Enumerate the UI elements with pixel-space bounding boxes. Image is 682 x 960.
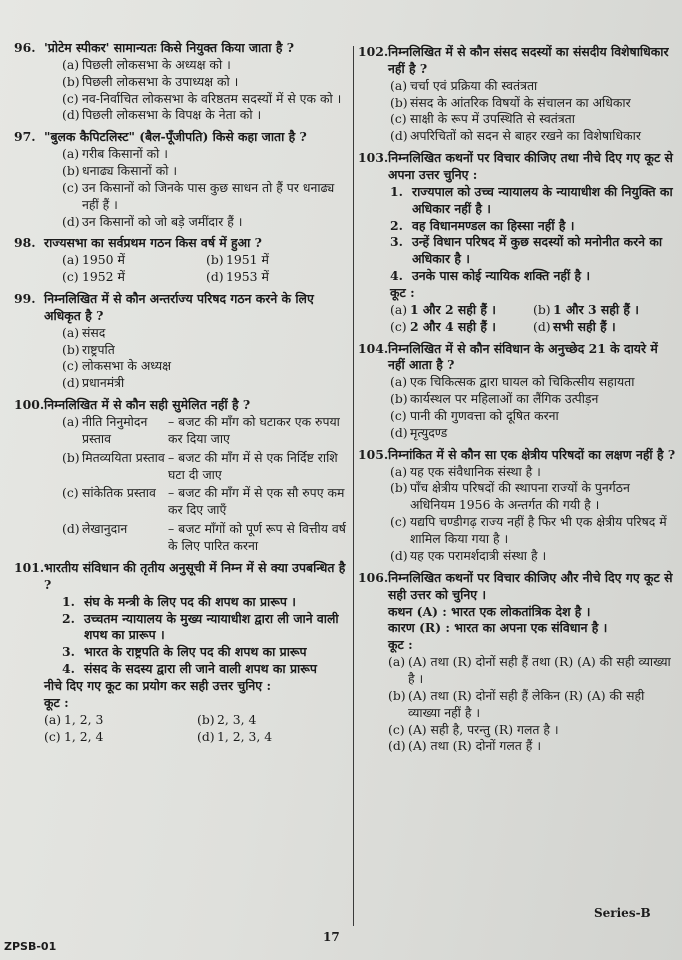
option [206, 252, 350, 269]
option-label: (d) [390, 424, 408, 440]
option-label: (d) [62, 107, 80, 123]
option-text: संसद के आंतरिक विषयों के संचालन का अधिकार [410, 94, 631, 110]
option-label: (a) [44, 711, 62, 727]
option-text: सभी सही हैं । [553, 318, 616, 334]
question-number: 103. [358, 150, 389, 166]
option-text: 1951 में [226, 252, 269, 268]
option-text: यह एक परामर्शदात्री संस्था है । [410, 547, 547, 563]
option-label: (a) [390, 374, 408, 390]
option-label: (d) [62, 213, 80, 229]
option-text: (A) तथा (R) दोनों सही हैं लेकिन (R) (A) की सही व्याख्या नहीं है । [408, 687, 645, 720]
option [533, 319, 676, 336]
option-text: 1 और 2 सही हैं । [410, 301, 496, 317]
pair-term: सांकेतिक प्रस्ताव [82, 485, 156, 501]
option [533, 302, 676, 319]
question-text: 'प्रोटेम स्पीकर' सामान्यतः किसे नियुक्त किया जाता है ? [44, 40, 294, 55]
question-number: 105. [358, 446, 389, 462]
statement [62, 611, 350, 645]
option [390, 78, 676, 95]
question-number: 98. [14, 235, 36, 251]
option [206, 269, 350, 286]
question-102 [358, 44, 676, 145]
option-label: (c) [390, 111, 407, 127]
match-pair [62, 521, 350, 555]
option-label: (a) [388, 654, 406, 670]
option [388, 722, 676, 739]
option-label: (d) [62, 521, 80, 537]
statement-text: वह विधानमण्डल का हिस्सा नहीं है । [412, 217, 575, 233]
option [62, 342, 350, 359]
pair-description: – बजट की माँग को घटाकर एक रुपया कर दिया जाए [168, 414, 340, 446]
option-label: (b) [62, 341, 80, 357]
option [390, 548, 676, 565]
option-label: (a) [390, 301, 408, 317]
option-text: अपरिचितों को सदन से बाहर रखने का विशेषाधिकार [410, 128, 641, 144]
option-text: प्रधानमंत्री [82, 375, 125, 391]
option-text: (A) तथा (R) दोनों गलत हैं । [408, 738, 542, 754]
option-text: कार्यस्थल पर महिलाओं का लैंगिक उत्पीड़न [410, 391, 599, 407]
statement-number: 4. [390, 268, 403, 284]
option-text: 1950 में [82, 252, 125, 268]
option-label: (d) [533, 318, 551, 334]
option [62, 146, 350, 163]
option [62, 180, 350, 214]
option-label: (b) [390, 94, 408, 110]
option-text: नव-निर्वाचित लोकसभा के वरिष्ठतम सदस्यों में से एक को । [82, 90, 342, 106]
option [62, 57, 350, 74]
statement [62, 644, 350, 661]
column-divider [353, 46, 354, 926]
option-text: 1, 2, 3 [64, 711, 104, 727]
right-column [358, 44, 676, 760]
question-99 [14, 291, 350, 392]
option [62, 252, 206, 269]
statement [390, 218, 676, 235]
option-text: पिछली लोकसभा के उपाध्यक्ष को । [82, 73, 239, 89]
statement-number: 2. [62, 610, 75, 626]
option-label: (b) [390, 391, 408, 407]
option-label: (c) [390, 318, 407, 334]
statement-text: उच्चतम न्यायालय के मुख्य न्यायाधीश द्वारा ली जाने वाली शपथ का प्रारूप । [84, 610, 339, 643]
option-label: (a) [62, 414, 80, 430]
question-text: "बुलक कैपिटलिस्ट" (बैल-पूँजीपति) किसे कहा जाता है ? [44, 129, 307, 145]
koot-label: कूट : [44, 694, 69, 710]
option-text: लोकसभा के अध्यक्ष [82, 358, 172, 374]
option-text: गरीब किसानों को । [82, 146, 168, 162]
option-label: (a) [62, 324, 80, 340]
pair-term: लेखानुदान [82, 521, 128, 537]
option-text: एक चिकित्सक द्वारा घायल को चिकित्सीय सहायता [410, 374, 635, 390]
koot-label: कूट : [390, 285, 415, 301]
statement [62, 661, 350, 678]
question-text: निम्नांकित में से कौन सा एक क्षेत्रीय परिषदों का लक्षण नहीं है ? [388, 446, 676, 462]
option-label: (d) [390, 547, 408, 563]
option-text: 1952 में [82, 269, 125, 285]
option [62, 91, 350, 108]
question-text: निम्नलिखित में से कौन संविधान के अनुच्छेद 21 के दायरे में नहीं आता है ? [388, 340, 658, 373]
reason: कारण (R) : भारत का अपना एक संविधान है । [388, 620, 608, 636]
statement [390, 268, 676, 285]
pair-term: मितव्ययिता प्रस्ताव [82, 449, 165, 465]
koot-label: कूट : [388, 637, 413, 653]
option-text: 1953 में [226, 269, 269, 285]
option-label: (d) [388, 738, 406, 754]
option-text: यह एक संवैधानिक संस्था है । [410, 463, 541, 479]
question-text: निम्नलिखित में से कौन अन्तर्राज्य परिषद गठन करने के लिए अधिकृत है ? [44, 291, 314, 323]
option [390, 425, 676, 442]
option [62, 163, 350, 180]
question-text: निम्नलिखित में से कौन संसद सदस्यों का संसदीय विशेषाधिकार नहीं है ? [388, 44, 669, 76]
option [62, 74, 350, 91]
pair-description: – बजट की माँग में से एक निर्दिष्ट राशि घटा दी जाए [168, 449, 338, 482]
option-text: यद्यपि चण्डीगढ़ राज्य नहीं है फिर भी एक क्षेत्रीय परिषद में शामिल किया गया है । [410, 514, 667, 547]
match-pair [62, 485, 350, 519]
series-label: Series-B [594, 906, 651, 920]
option [390, 95, 676, 112]
question-98 [14, 235, 350, 286]
option-label: (b) [62, 449, 80, 465]
statement [390, 184, 676, 218]
option-label: (c) [62, 485, 79, 501]
question-100 [14, 397, 350, 555]
statement [62, 594, 350, 611]
question-text: निम्नलिखित कथनों पर विचार कीजिए तथा नीचे दिए गए कूट से अपना उत्तर चुनिए : [388, 150, 673, 183]
option-text: राष्ट्रपति [82, 341, 115, 357]
statement-text: उनके पास कोई न्यायिक शक्ति नहीं है । [412, 268, 591, 284]
statement-number: 3. [390, 234, 403, 250]
option-label: (b) [533, 301, 551, 317]
pair-term: नीति निनुमोदन प्रस्ताव [82, 414, 148, 446]
question-number: 101. [14, 559, 45, 575]
option-label: (b) [388, 687, 406, 703]
option-text: साक्षी के रूप में उपस्थिति से स्वतंत्रता [410, 111, 575, 127]
question-number: 97. [14, 129, 36, 145]
pair-description: – बजट माँगों को पूर्ण रूप से वित्तीय वर्ष के लिए पारित करना [168, 521, 346, 554]
option-text: पाँच क्षेत्रीय परिषदों की स्थापना राज्यों के पुनर्गठन अधिनियम 1956 के अन्तर्गत की गयी है । [410, 480, 630, 513]
option-label: (a) [390, 463, 408, 479]
option-label: (d) [390, 128, 408, 144]
question-104 [358, 341, 676, 442]
option [390, 514, 676, 548]
option-label: (a) [62, 146, 80, 162]
option [390, 111, 676, 128]
option-label: (a) [390, 77, 408, 93]
pair-description: – बजट की माँग में से एक सौ रुपए कम कर दिए जाएँ [168, 485, 345, 518]
question-number: 100. [14, 397, 45, 413]
option [44, 729, 197, 746]
option-label: (a) [62, 252, 80, 268]
option-label: (c) [390, 514, 407, 530]
question-106 [358, 570, 676, 755]
option [44, 712, 197, 729]
option-text: (A) सही है, परन्तु (R) गलत है । [408, 721, 559, 737]
question-103 [358, 150, 676, 335]
question-number: 106. [358, 569, 389, 585]
question-number: 104. [358, 340, 389, 356]
option-text: 1, 2, 3, 4 [217, 728, 273, 744]
option [388, 654, 676, 688]
option-label: (d) [197, 728, 215, 744]
assertion: कथन (A) : भारत एक लोकतांत्रिक देश है । [388, 603, 591, 619]
option-label: (b) [390, 480, 408, 496]
page-number: 17 [323, 930, 340, 944]
option [390, 480, 676, 514]
statement-text: संघ के मन्त्री के लिए पद की शपथ का प्रारूप । [84, 593, 296, 609]
option-label: (c) [62, 358, 79, 374]
statement-number: 1. [390, 183, 403, 199]
option [390, 391, 676, 408]
option-text: पानी की गुणवत्ता को दूषित करना [410, 408, 559, 424]
option-label: (a) [62, 56, 80, 72]
option-text: 1 और 3 सही हैं । [553, 301, 639, 317]
question-text: निम्नलिखित कथनों पर विचार कीजिए और नीचे दिए गए कूट से सही उत्तर को चुनिए । [388, 569, 673, 602]
statement-text: उन्हें विधान परिषद में कुछ सदस्यों को मनोनीत करने का अधिकार है । [412, 234, 663, 267]
statement-number: 4. [62, 661, 75, 677]
match-pair [62, 450, 350, 484]
option [62, 375, 350, 392]
option-label: (b) [197, 711, 215, 727]
option-text: उन किसानों को जिनके पास कुछ साधन तो हैं पर धनाढ्य नहीं हैं । [82, 179, 335, 212]
question-96 [14, 40, 350, 124]
option-label: (b) [62, 73, 80, 89]
option-label: (c) [62, 269, 79, 285]
option-label: (d) [62, 375, 80, 391]
question-97 [14, 129, 350, 230]
question-105 [358, 447, 676, 565]
option-label: (c) [44, 728, 61, 744]
option-text: धनाढ्य किसानों को । [82, 163, 178, 179]
option-text: संसद [82, 324, 106, 340]
option-text: 2, 3, 4 [217, 711, 257, 727]
option-text: (A) तथा (R) दोनों सही हैं तथा (R) (A) की सही व्याख्या है । [408, 654, 671, 686]
match-pair [62, 414, 350, 448]
option-text: मृत्युदण्ड [410, 424, 448, 440]
statement-text: संसद के सदस्य द्वारा ली जाने वाली शपथ का प्रारूप [84, 661, 317, 677]
option [390, 374, 676, 391]
question-text: निम्नलिखित में से कौन सही सुमेलित नहीं है ? [44, 397, 251, 413]
option-label: (c) [62, 179, 79, 195]
question-text: राज्यसभा का सर्वप्रथम गठन किस वर्ष में हुआ ? [44, 235, 262, 251]
question-101 [14, 560, 350, 745]
option [390, 128, 676, 145]
option [390, 302, 533, 319]
question-number: 99. [14, 291, 36, 307]
option [197, 729, 350, 746]
left-column [14, 40, 350, 750]
option [62, 269, 206, 286]
option-text: चर्चा एवं प्रक्रिया की स्वतंत्रता [410, 77, 538, 93]
question-text: भारतीय संविधान की तृतीय अनुसूची में निम्न में से क्या उपबन्धित है ? [44, 559, 346, 592]
option-label: (c) [388, 721, 405, 737]
statement-number: 2. [390, 217, 403, 233]
statement-number: 1. [62, 593, 75, 609]
option-text: उन किसानों को जो बड़े जमींदार हैं । [82, 213, 243, 229]
statement-number: 3. [62, 644, 75, 660]
question-number: 102. [358, 44, 389, 59]
paper-code: ZPSB-01 [4, 940, 57, 953]
option [390, 408, 676, 425]
option-text: 2 और 4 सही हैं । [410, 318, 496, 334]
statement-text: राज्यपाल को उच्च न्यायालय के न्यायाधीश की नियुक्ति का अधिकार नहीं है । [412, 183, 673, 216]
option [197, 712, 350, 729]
option-label: (b) [206, 252, 224, 268]
option [388, 688, 676, 722]
option [62, 358, 350, 375]
option-text: पिछली लोकसभा के विपक्ष के नेता को । [82, 107, 262, 123]
instruction: नीचे दिए गए कूट का प्रयोग कर सही उत्तर चुनिए : [44, 677, 272, 693]
option [388, 738, 676, 755]
option-text: 1, 2, 4 [64, 728, 104, 744]
option-label: (d) [206, 269, 224, 285]
question-number: 96. [14, 40, 36, 55]
option [62, 325, 350, 342]
option-label: (b) [62, 163, 80, 179]
option-text: पिछली लोकसभा के अध्यक्ष को । [82, 56, 231, 72]
option [62, 214, 350, 231]
option [390, 464, 676, 481]
option-label: (c) [62, 90, 79, 106]
statement-text: भारत के राष्ट्रपति के लिए पद की शपथ का प्रारूप [84, 644, 307, 660]
option [62, 107, 350, 124]
option-label: (c) [390, 408, 407, 424]
statement [390, 234, 676, 268]
option [390, 319, 533, 336]
